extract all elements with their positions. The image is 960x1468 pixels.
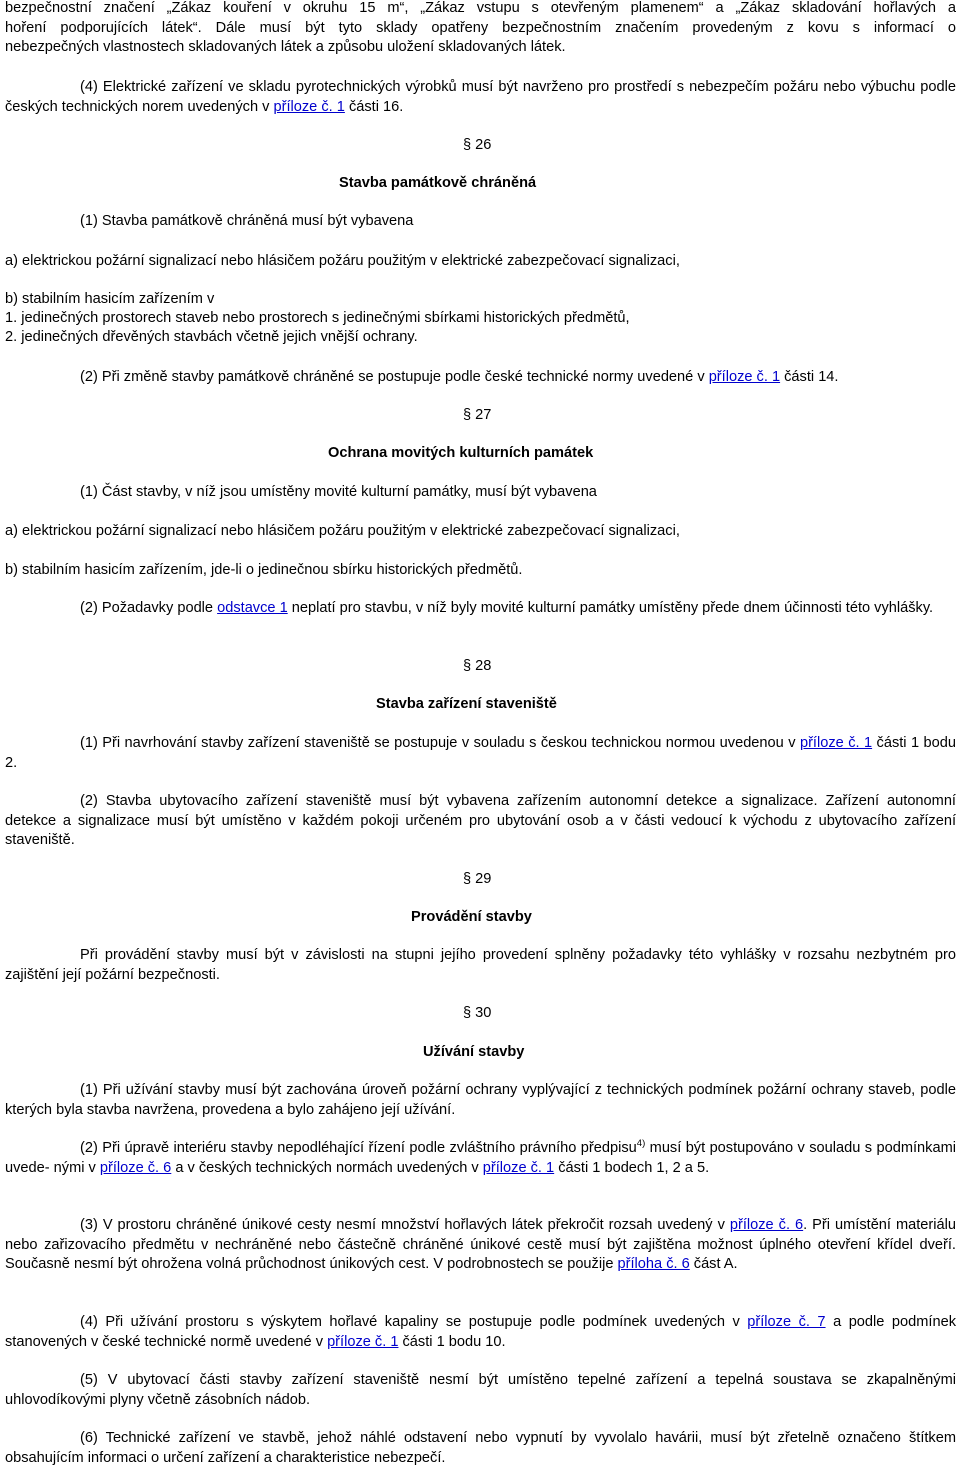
section-26-title: Stavba památkově chráněná	[339, 175, 537, 191]
section-29-title: Provádění stavby	[411, 909, 532, 925]
section-26-para-2: (2) Při změně stavby památkově chráněné se postupuje podle české technické normy uvedené v příloze č. 1 části 14.	[80, 369, 839, 385]
section-26-para-1: (1) Stavba památkově chráněná musí být vybavena	[80, 213, 414, 229]
section-27-item-a: a) elektrickou požární signalizací nebo hlásičem požáru použitým v elektrické zabezpečovací signalizaci,	[5, 523, 680, 539]
section-30-para-3: (3) V prostoru chráněné únikové cesty nesmí množství hořlavých látek překročit rozsah uvedený v příloze č. 6. Při umístění materiálu nebo zařizovacího předmětu v nechráněné nebo částečně chráněné únikové cestě musí být zajištěna možnost úplného otevření křídel dveří. Současně nesmí být ohrožena volná průchodnost únikových cest. V podrobnostech se použije příloha č. 6 část A.	[5, 1217, 956, 1272]
paragraph-4: (4) Elektrické zařízení ve skladu pyrotechnických výrobků musí být navrženo pro prostředí s nebezpečím požáru nebo výbuchu podle českých technických norem uvedených v příloze č. 1 části 16.	[5, 79, 956, 115]
intro-line-2: hoření podporujících látek“. Dále musí být tyto sklady opatřeny bezpečnostním značením provedeným z kovu s informací o	[5, 19, 956, 36]
section-30-title: Užívání stavby	[423, 1044, 525, 1060]
section-27-title: Ochrana movitých kulturních památek	[328, 445, 594, 461]
section-30-number: § 30	[463, 1005, 492, 1021]
section-27-para-1: (1) Část stavby, v níž jsou umístěny movité kulturní památky, musí být vybavena	[80, 484, 597, 500]
section-30-para-4: (4) Při užívání prostoru s výskytem hořlavé kapaliny se postupuje podle podmínek uvedených v příloze č. 7 a podle podmínek stanovených v české technické normě uvedené v příloze č. 1 části 1 bodu 10.	[5, 1314, 956, 1350]
annex-link[interactable]: příloze č. 1	[273, 98, 345, 115]
footnote-ref: 4)	[636, 1138, 646, 1149]
annex-link[interactable]: příloze č. 7	[747, 1314, 826, 1330]
intro-paragraph	[5, 0, 956, 58]
section-27-para-2: (2) Požadavky podle odstavce 1 neplatí pro stavbu, v níž byly movité kulturní památky umístěny přede dnem účinnosti této vyhlášky.	[80, 600, 934, 616]
annex-link[interactable]: příloha č. 6	[617, 1256, 690, 1272]
section-29-number: § 29	[463, 871, 492, 887]
annex-link[interactable]: příloze č. 1	[799, 735, 873, 751]
section-27-item-b: b) stabilním hasicím zařízením, jde-li o jedinečnou sbírku historických předmětů.	[5, 562, 523, 578]
section-28-para-2: (2) Stavba ubytovacího zařízení staveniště musí být vybavena zařízením autonomní detekce a signalizace. Zařízení autonomní detekce a signalizace musí být umístěno v každém pokoji určeném pro ubytování osob a v části vedoucí k východu z ubytovacího zařízení staveniště.	[5, 793, 956, 848]
section-30-para-1: (1) Při užívání stavby musí být zachována úroveň požární ochrany vyplývající z technických podmínek požární ochrany staveb, podle kterých byla stavba navržena, provedena a bylo zahájeno její užívání.	[5, 1082, 956, 1118]
annex-link[interactable]: příloze č. 6	[99, 1159, 172, 1176]
intro-line-3: nebezpečných vlastnostech skladovaných látek a způsobu uložení skladovaných látek.	[5, 39, 566, 55]
annex-link[interactable]: příloze č. 6	[729, 1217, 804, 1233]
section-29-para-1: Při provádění stavby musí být v závislosti na stupni jejího provedení splněny požadavky této vyhlášky v rozsahu nezbytném pro zajištění její požární bezpečnosti.	[5, 947, 956, 983]
section-28-number: § 28	[463, 658, 492, 674]
annex-link[interactable]: příloze č. 1	[708, 369, 781, 385]
section-30-para-5: (5) V ubytovací části stavby zařízení staveniště nesmí být umístěno tepelné zařízení a tepelná soustava se zkapalněnými uhlovodíkovými plyny včetně zásobních nádob.	[5, 1372, 956, 1408]
section-30-para-6: (6) Technické zařízení ve stavbě, jehož náhlé odstavení nebo vypnutí by vyvolalo havárii, musí být zřetelně označeno štítkem obsahujícím informaci o určení zařízení a charakteristice nebezpečí.	[5, 1430, 956, 1466]
annex-link[interactable]: příloze č. 1	[482, 1159, 555, 1176]
section-26-item-b: b) stabilním hasicím zařízením v	[5, 291, 215, 307]
section-28-title: Stavba zařízení staveniště	[376, 696, 557, 712]
section-26-item-b1: 1. jedinečných prostorech staveb nebo prostorech s jedinečnými sbírkami historických předmětů,	[5, 310, 630, 326]
section-26-number: § 26	[463, 137, 492, 153]
section-28-para-1: (1) Při navrhování stavby zařízení staveniště se postupuje v souladu s českou technickou normou uvedenou v příloze č. 1 části 1 bodu 2.	[5, 735, 956, 771]
intro-line-1: bezpečnostní značení „Zákaz kouření v okruhu 15 m“, „Zákaz vstupu s otevřeným plamenem“ a „Zákaz skladování hořlavých a	[5, 0, 956, 16]
paragraph-link[interactable]: odstavce 1	[217, 600, 288, 616]
section-26-item-a: a) elektrickou požární signalizací nebo hlásičem požáru použitým v elektrické zabezpečovací signalizaci,	[5, 253, 680, 269]
annex-link[interactable]: příloze č. 1	[327, 1333, 399, 1350]
section-27-number: § 27	[463, 407, 492, 423]
section-26-item-b2: 2. jedinečných dřevěných stavbách včetně jejich vnější ochrany.	[5, 329, 418, 345]
section-30-para-2: (2) Při úpravě interiéru stavby nepodléhající řízení podle zvláštního právního předpisu$^{4)}$ musí být postupováno v souladu s podmínkami uvede- nými v příloze č. 6 a v českých technických normách uvedených v příloze č. 1 části 1 bodech 1, 2 a 5.	[5, 1138, 956, 1176]
